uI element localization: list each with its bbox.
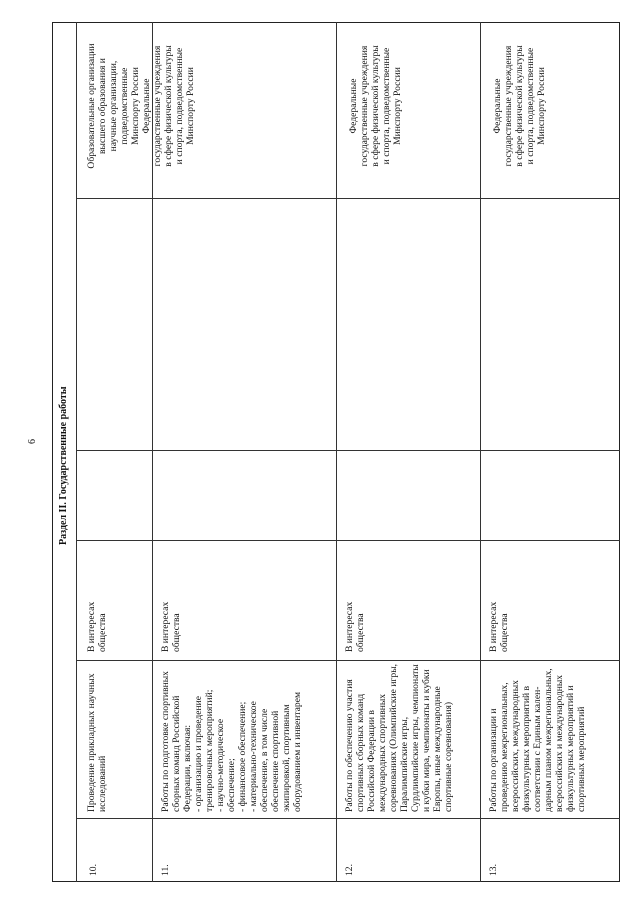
col-divider [76,450,620,451]
row-12-number: 12. [344,864,355,876]
col-divider [76,660,620,661]
row-13-beneficiary: В интересах общества [488,601,510,652]
section-title: Раздел II. Государственные работы [58,386,69,545]
col-divider [76,540,620,541]
row-12-executor: Федеральные государственные учреждения в сфере физической культуры и спорта, подведомственные Минспорту России [348,45,403,167]
page-number: 6 [27,439,38,444]
row-divider [480,22,481,882]
row-11-beneficiary: В интересах общества [160,601,182,652]
row-12-beneficiary: В интересах общества [344,601,366,652]
row-12-name: Работы по обеспечению участия спортивных сборных команд Российской Федерации в международных спортивных соревнованиях (Олимпийские игры, Паралимпийские игры, Сурдлимпийские игры, чемпионаты и кубки мира, чемпионаты и кубки Европы, иные международные спортивные соревнования) [344,663,454,812]
row-13-executor: Федеральные государственные учреждения в сфере физической культуры и спорта, подведомственные Минспорту России [492,45,547,167]
row-11-name: Работы по подготовке спортивных сборных команд Российской Федерации, включая: - организацию и проведение тренировочных мероприятий; - научно-методическое обеспечение; - финансовое обеспечение; - материально-техническое обеспечение, в том числе обеспечение спортивной экипировкой, спортивным оборудованием и инвентарем [160,671,303,812]
col-divider [76,198,620,199]
col-divider [76,818,620,819]
section-band-divider [76,22,77,882]
row-13-name: Работы по организации и проведению межрегиональных, всероссийских, международных физкультурных мероприятий в соответствии с Единым кален- дарным планом межрегиональных, всероссийских и международных физкультурных мероприятий и спортивных мероприятий [488,668,587,812]
row-divider [336,22,337,882]
row-13-number: 13. [488,864,499,876]
row-10-executor: Образовательные организации высшего образования и научные организации, подведомственные Минспорту России Федеральные государственные учреждения в сфере физической культуры и спорта, подведомственные Минспорту России [86,43,196,169]
row-11-number: 11. [160,864,171,876]
row-10-beneficiary: В интересах общества [86,601,108,652]
row-10-name: Проведение прикладных научных исследований [86,673,108,812]
row-10-number: 10. [88,864,99,876]
